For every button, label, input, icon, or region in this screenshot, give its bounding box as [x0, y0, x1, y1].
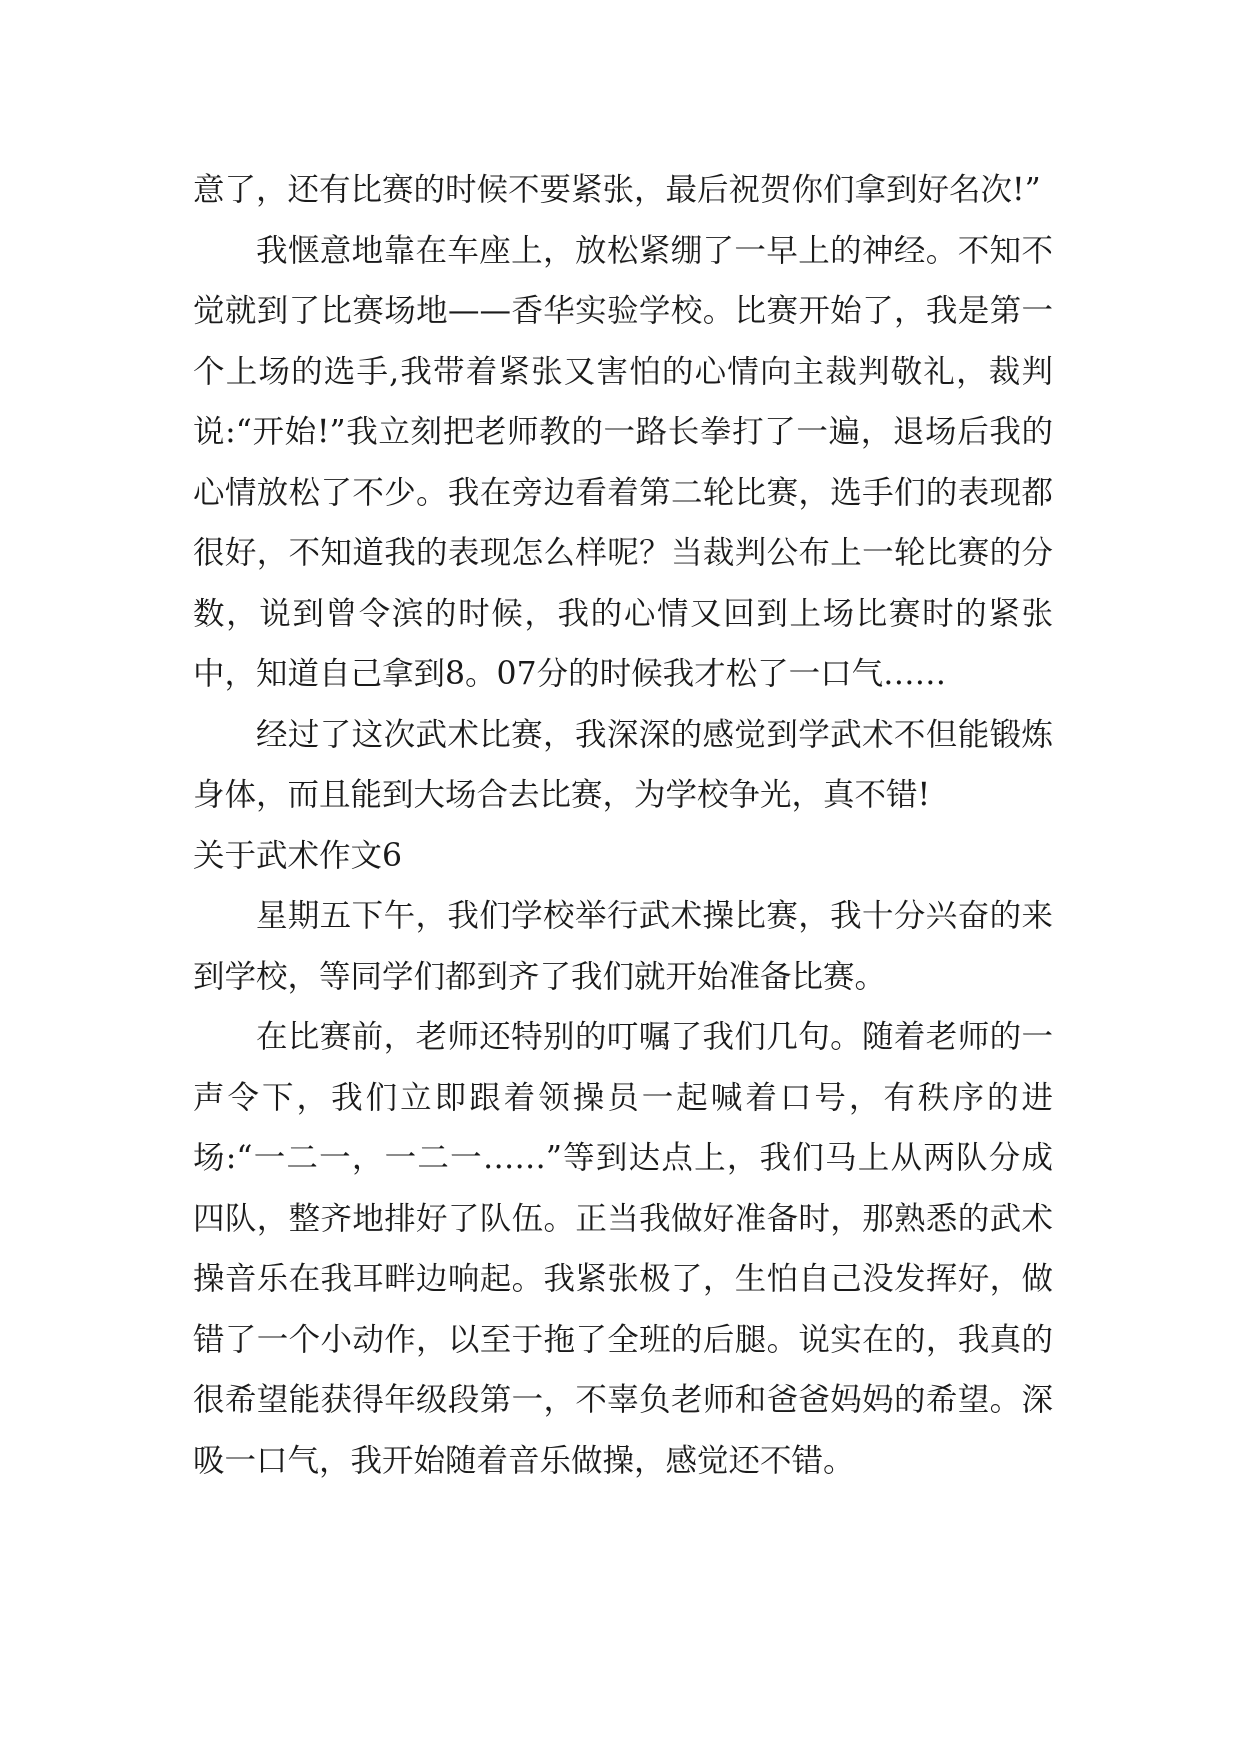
- document-page: [193, 160, 1053, 1491]
- paragraph-continuation: 意了，还有比赛的时候不要紧张，最后祝贺你们拿到好名次!”: [193, 172, 1041, 208]
- paragraph-competition: 我惬意地靠在车座上，放松紧绷了一早上的神经。不知不觉就到了比赛场地——香华实验学校。比赛开始了，我是第一个上场的选手,我带着紧张又害怕的心情向主裁判敬礼，裁判说:“开始!”我立刻把老师教的一路长拳打了一遍，退场后我的心情放松了不少。我在旁边看着第二轮比赛，选手们的表现都很好，不知道我的表现怎么样呢？当裁判公布上一轮比赛的分数，说到曾令滨的时候，我的心情又回到上场比赛时的紧张中，知道自己拿到8。07分的时候我才松了一口气……: [193, 232, 1053, 692]
- section-heading: 关于武术作文6: [193, 837, 403, 874]
- paragraph-performance: 在比赛前，老师还特别的叮嘱了我们几句。随着老师的一声令下，我们立即跟着领操员一起喊着口号，有秩序的进场:“一二一，一二一……”等到达点上，我们马上从两队分成四队，整齐地排好了队伍。正当我做好准备时，那熟悉的武术操音乐在我耳畔边响起。我紧张极了，生怕自己没发挥好，做错了一个小动作，以至于拖了全班的后腿。说实在的，我真的很希望能获得年级段第一，不辜负老师和爸爸妈妈的希望。深吸一口气，我开始随着音乐做操，感觉还不错。: [193, 1019, 1053, 1479]
- paragraph-intro: 星期五下午，我们学校举行武术操比赛，我十分兴奋的来到学校，等同学们都到齐了我们就开始准备比赛。: [193, 898, 1053, 995]
- paragraph-conclusion: 经过了这次武术比赛，我深深的感觉到学武术不但能锻炼身体，而且能到大场合去比赛，为学校争光，真不错!: [193, 716, 1053, 813]
